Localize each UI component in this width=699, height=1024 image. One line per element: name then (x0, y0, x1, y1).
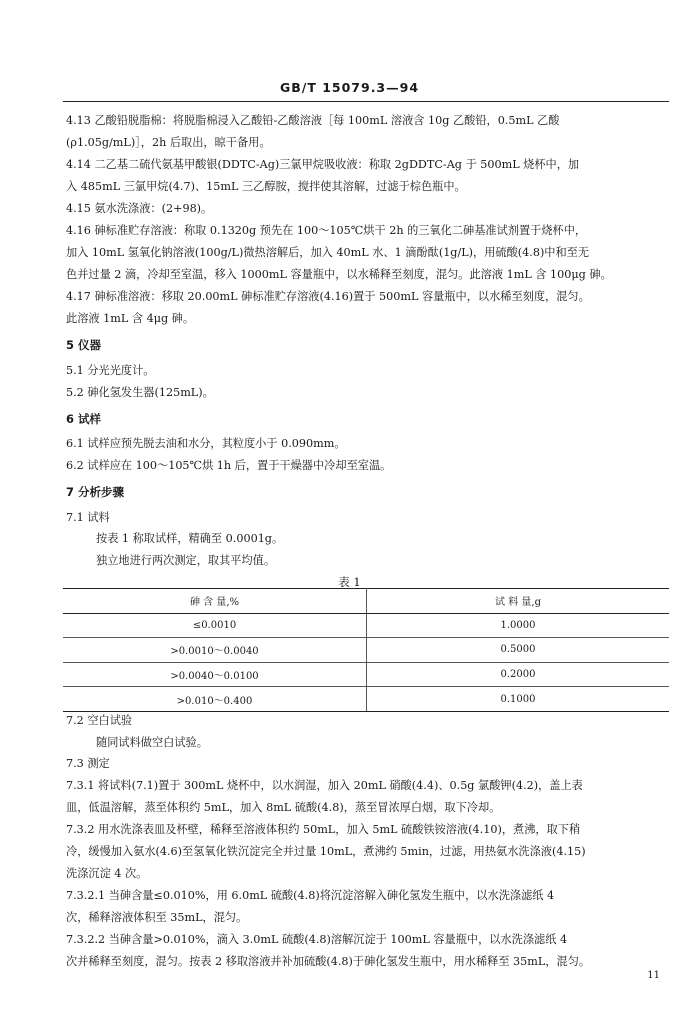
clause-4-17-line-1: 4.17 砷标准溶液：移取 20.00mL 砷标准贮存溶液(4.16)置于 500mL 容量瓶中，以水稀至刻度，混匀。 (66, 290, 590, 303)
clause-7-1-text-2: 独立地进行两次测定，取其平均值。 (96, 554, 276, 567)
clause-7-3-2-1-line-1: 7.3.2.1 当砷含量≤0.010%，用 6.0mL 硫酸(4.8)将沉淀溶解入砷化氢发生瓶中，以水洗涤滤纸 4 (66, 889, 555, 902)
sample-mass-cell: 0.2000 (367, 662, 670, 687)
clause-7-3-2-line-1: 7.3.2 用水洗涤表皿及杯壁，稀释至溶液体积约 50mL，加入 5mL 硫酸铁铵溶液(4.10)，煮沸，取下稍 (66, 823, 581, 836)
clause-7-2-text: 随同试料做空白试验。 (96, 736, 208, 749)
clause-7-1-heading: 7.1 试料 (66, 511, 110, 524)
arsenic-content-cell: >0.0010～0.0040 (63, 638, 367, 663)
clause-6-1: 6.1 试样应预先脱去油和水分，其粒度小于 0.090mm。 (66, 437, 346, 450)
section-7-heading: 7 分析步骤 (66, 485, 125, 499)
clause-4-13-line-2: (ρ1.05g/mL)］，2h 后取出，晾干备用。 (66, 136, 271, 149)
arsenic-content-cell: >0.010～0.400 (63, 687, 367, 712)
clause-4-14-line-1: 4.14 二乙基二硫代氨基甲酸银(DDTC-Ag)三氯甲烷吸收液：称取 2gDDTC-Ag 于 500mL 烧杯中，加 (66, 158, 580, 171)
clause-4-13-line-1: 4.13 乙酸铅脱脂棉：将脱脂棉浸入乙酸铅-乙酸溶液［每 100mL 溶液含 10g 乙酸铅，0.5mL 乙酸 (66, 114, 560, 127)
sample-mass-cell: 1.0000 (367, 613, 670, 638)
section-5-heading: 5 仪器 (66, 338, 102, 352)
table-row (63, 638, 669, 663)
table-header-row (63, 589, 669, 614)
clause-7-3-2-2-line-1: 7.3.2.2 当砷含量>0.010%，滴入 3.0mL 硫酸(4.8)溶解沉淀于 100mL 容量瓶中，以水洗涤滤纸 4 (66, 933, 568, 946)
clause-7-3-heading: 7.3 测定 (66, 757, 110, 770)
clause-7-2-heading: 7.2 空白试验 (66, 714, 133, 727)
clause-6-2: 6.2 试样应在 100～105℃烘 1h 后，置于干燥器中冷却至室温。 (66, 459, 392, 472)
clause-7-3-2-2-line-2: 次并稀释至刻度，混匀。按表 2 移取溶液并补加硫酸(4.8)于砷化氢发生瓶中，用水稀释至 35mL，混匀。 (66, 955, 591, 968)
sample-mass-cell: 0.5000 (367, 638, 670, 663)
header-arsenic-content: 砷 含 量,% (63, 589, 367, 614)
sample-mass-cell: 0.1000 (367, 687, 670, 712)
table-1 (63, 588, 669, 712)
clause-4-16-line-3: 色并过量 2 滴，冷却至室温，移入 1000mL 容量瓶中，以水稀释至刻度，混匀。此溶液 1mL 含 100μg 砷。 (66, 268, 612, 281)
clause-5-2: 5.2 砷化氢发生器(125mL)。 (66, 386, 214, 399)
standard-code-header: GB/T 15079.3—94 (279, 80, 420, 95)
clause-7-3-2-line-3: 洗涤沉淀 4 次。 (66, 867, 148, 880)
section-6-heading: 6 试样 (66, 412, 102, 426)
table-row (63, 613, 669, 638)
clause-7-1-text-1: 按表 1 称取试样，精确至 0.0001g。 (96, 532, 284, 545)
header-rule (63, 101, 669, 102)
table-1-caption: 表 1 (338, 575, 361, 589)
clause-7-3-1-line-2: 皿，低温溶解，蒸至体积约 5mL，加入 8mL 硫酸(4.8)，蒸至冒浓厚白烟，取下冷却。 (66, 801, 501, 814)
table-row (63, 687, 669, 712)
arsenic-content-cell: >0.0040～0.0100 (63, 662, 367, 687)
clause-4-15: 4.15 氨水洗涤液：(2+98)。 (66, 202, 213, 215)
clause-7-3-2-1-line-2: 次，稀释溶液体积至 35mL，混匀。 (66, 911, 248, 924)
clause-7-3-2-line-2: 冷，缓慢加入氨水(4.6)至氢氧化铁沉淀完全并过量 10mL，煮沸约 5min，过滤，用热氨水洗涤液(4.15) (66, 845, 586, 858)
clause-5-1: 5.1 分光光度计。 (66, 364, 155, 377)
clause-4-17-line-2: 此溶液 1mL 含 4μg 砷。 (66, 312, 195, 325)
arsenic-content-cell: ≤0.0010 (63, 613, 367, 638)
clause-4-16-line-1: 4.16 砷标准贮存溶液：称取 0.1320g 预先在 100～105℃烘干 2h 的三氧化二砷基准试剂置于烧杯中， (66, 224, 587, 237)
clause-4-16-line-2: 加入 10mL 氢氧化钠溶液(100g/L)微热溶解后，加入 40mL 水、1 滴酚酞(1g/L)，用硫酸(4.8)中和至无 (66, 246, 590, 259)
clause-7-3-1-line-1: 7.3.1 将试料(7.1)置于 300mL 烧杯中，以水润湿，加入 20mL 硝酸(4.4)、0.5g 氯酸钾(4.2)，盖上表 (66, 779, 583, 792)
page-number: 11 (647, 970, 660, 981)
header-sample-mass: 试 料 量,g (367, 589, 670, 614)
clause-4-14-line-2: 入 485mL 三氯甲烷(4.7)、15mL 三乙醇胺，搅拌使其溶解，过滤于棕色瓶中。 (66, 180, 466, 193)
table-row (63, 662, 669, 687)
